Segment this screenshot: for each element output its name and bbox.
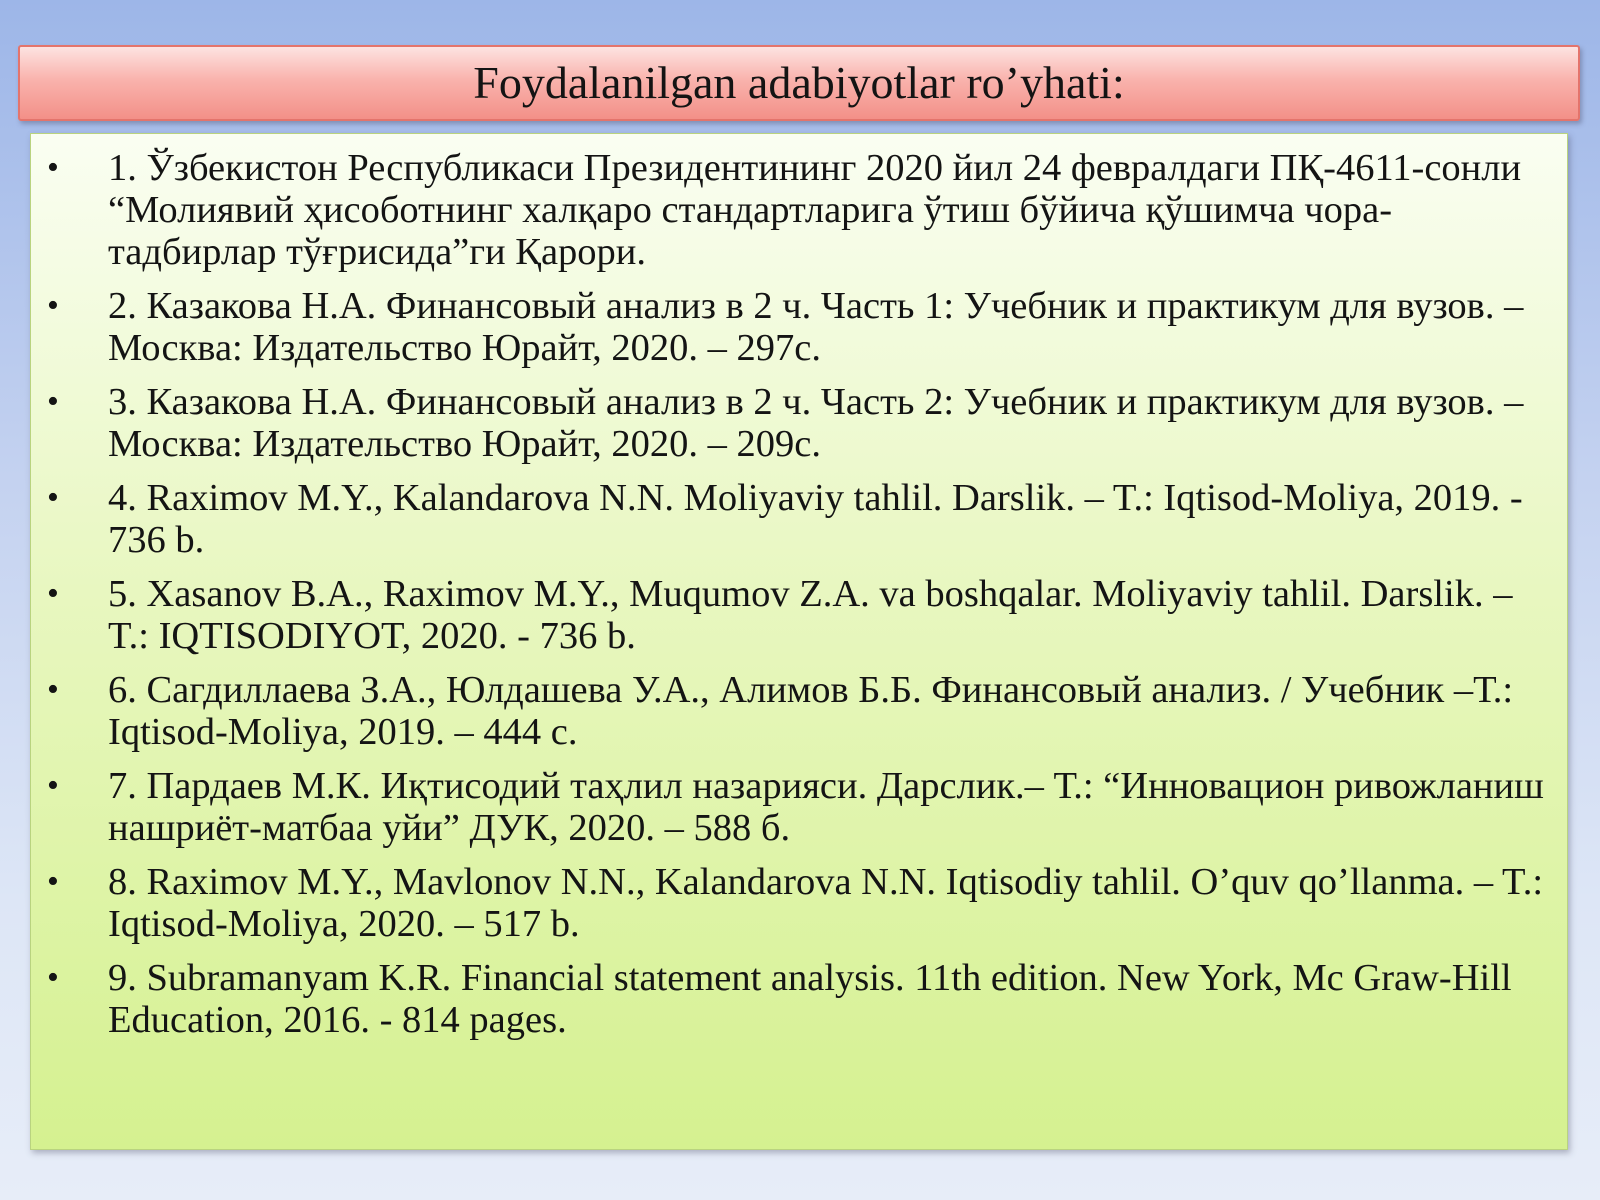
references-panel bbox=[30, 133, 1568, 1150]
reference-text: 9. Subramanyam K.R. Financial statement analysis. 11th edition. New York, Mc Graw-Hill Education, 2016. - 814 pages. bbox=[108, 957, 1512, 1041]
slide-title: Foydalanilgan adabiyotlar ro’yhati: bbox=[473, 56, 1125, 108]
list-item bbox=[31, 285, 1561, 369]
reference-text: 7. Пардаев М.К. Иқтисодий таҳлил назарияси. Дарслик.– Т.: “Инновацион ривожланиш нашриёт-матбаа уйи” ДУК, 2020. – 588 б. bbox=[108, 765, 1544, 849]
bullet-icon: • bbox=[47, 863, 59, 900]
reference-text: 4. Raximov M.Y., Kalandarova N.N. Moliyaviy tahlil. Darslik. – T.: Iqtisod-Moliya, 2019. - 736 b. bbox=[108, 477, 1523, 561]
bullet-icon: • bbox=[47, 671, 59, 708]
list-item bbox=[31, 573, 1561, 657]
list-item bbox=[31, 957, 1561, 1041]
list-item bbox=[31, 765, 1561, 849]
bullet-icon: • bbox=[47, 287, 59, 324]
reference-text: 8. Raximov M.Y., Mavlonov N.N., Kalandarova N.N. Iqtisodiy tahlil. O’quv qo’llanma. – T.: Iqtisod-Moliya, 2020. – 517 b. bbox=[108, 861, 1544, 945]
list-item bbox=[31, 477, 1561, 561]
list-item bbox=[31, 861, 1561, 945]
reference-text: 3. Казакова Н.А. Финансовый анализ в 2 ч. Часть 2: Учебник и практикум для вузов. – Москва: Издательство Юрайт, 2020. – 209с. bbox=[108, 381, 1524, 465]
reference-text: 1. Ўзбекистон Республикаси Президентининг 2020 йил 24 февралдаги ПҚ-4611-сонли “Молиявий ҳисоботнинг халқаро стандартларига ўтиш бўйича қўшимча чора-тадбирлар тўғрисида”ги Қарори. bbox=[108, 147, 1522, 273]
bullet-icon: • bbox=[47, 959, 59, 996]
slide-title-box bbox=[18, 45, 1580, 121]
list-item bbox=[31, 381, 1561, 465]
list-item bbox=[31, 669, 1561, 753]
list-item bbox=[31, 147, 1561, 273]
bullet-icon: • bbox=[47, 383, 59, 420]
reference-text: 2. Казакова Н.А. Финансовый анализ в 2 ч. Часть 1: Учебник и практикум для вузов. – Москва: Издательство Юрайт, 2020. – 297с. bbox=[108, 285, 1524, 369]
reference-text: 5. Xasanov B.A., Raximov M.Y., Muqumov Z.A. va boshqalar. Moliyaviy tahlil. Darslik. – T.: IQTISODIYOT, 2020. - 736 b. bbox=[108, 573, 1513, 657]
reference-text: 6. Сагдиллаева З.А., Юлдашева У.А., Алимов Б.Б. Финансовый анализ. / Учебник –Т.: Iqtisod-Moliya, 2019. – 444 с. bbox=[108, 669, 1514, 753]
bullet-icon: • bbox=[47, 767, 59, 804]
bullet-icon: • bbox=[47, 479, 59, 516]
references-list bbox=[31, 147, 1561, 1053]
bullet-icon: • bbox=[47, 575, 59, 612]
bullet-icon: • bbox=[47, 149, 59, 186]
